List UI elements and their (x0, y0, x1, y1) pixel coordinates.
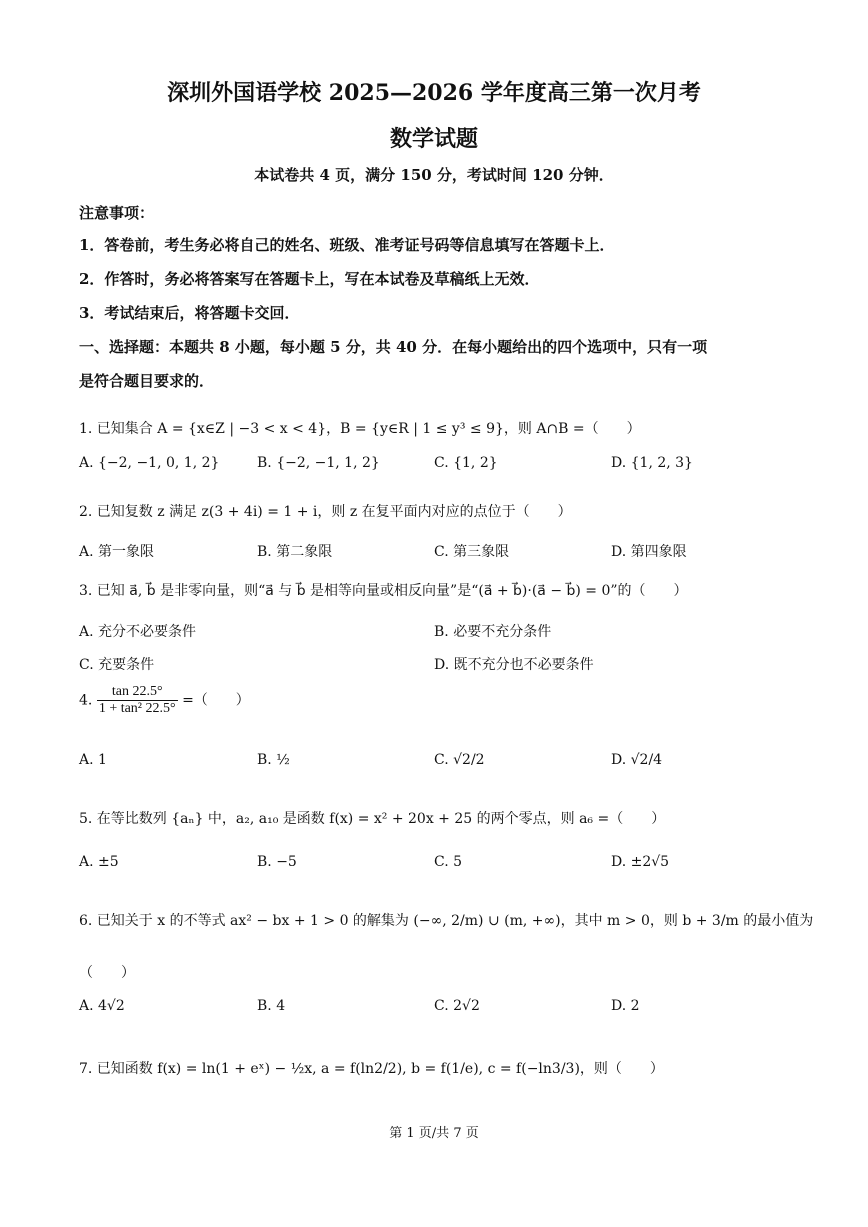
q1-option-c: C. {1, 2} (434, 455, 498, 471)
q1-option-d: D. {1, 2, 3} (611, 455, 693, 471)
q4-fraction (97, 684, 178, 717)
q6-option-b: B. 4 (257, 998, 286, 1014)
q4-option-d: D. √2/4 (611, 752, 663, 768)
section-heading: 一、选择题：本题共 8 小题，每小题 5 分，共 40 分．在每小题给出的四个选项中，只有一项 (79, 338, 708, 356)
question-6-stem-cont: （ ） (79, 965, 135, 981)
q3-option-d: D. 既不充分也不必要条件 (434, 657, 594, 673)
exam-subtitle: 数学试题 (389, 126, 478, 152)
q2-option-d: D. 第四象限 (611, 544, 687, 560)
section-heading-cont: 是符合题目要求的． (79, 372, 215, 390)
q2-option-a: A. 第一象限 (79, 544, 155, 560)
q4-fraction-denominator: 1 + tan² 22.5° (98, 701, 176, 717)
q3-option-a: A. 充分不必要条件 (79, 624, 197, 640)
q5-option-c: C. 5 (434, 854, 463, 870)
notes-item: 1．答卷前，考生务必将自己的姓名、班级、准考证号码等信息填写在答题卡上． (79, 236, 615, 254)
q1-option-a: A. {−2, −1, 0, 1, 2} (79, 455, 220, 471)
q5-option-d: D. ±2√5 (611, 854, 670, 870)
q4-number: 4. (79, 692, 93, 709)
notes-item: 3．考试结束后，将答题卡交回． (79, 304, 300, 322)
q6-option-c: C. 2√2 (434, 998, 480, 1014)
q4-option-c: C. √2/2 (434, 752, 485, 768)
q6-option-a: A. 4√2 (79, 998, 125, 1014)
exam-title: 深圳外国语学校 2025—2026 学年度高三第一次月考 (167, 80, 701, 106)
q3-option-c: C. 充要条件 (79, 657, 155, 673)
q5-option-b: B. −5 (257, 854, 297, 870)
notes-heading: 注意事项： (79, 204, 155, 222)
q4-suffix: =（ ） (182, 692, 250, 709)
q2-option-c: C. 第三象限 (434, 544, 510, 560)
q1-option-b: B. {−2, −1, 1, 2} (257, 455, 380, 471)
question-1-stem: 1. 已知集合 A = {x∈Z | −3 < x < 4}，B = {y∈R | 1 ≤ y³ ≤ 9}，则 A∩B =（ ） (79, 421, 641, 437)
q5-option-a: A. ±5 (79, 854, 119, 870)
notes-item: 2．作答时，务必将答案写在答题卡上，写在本试卷及草稿纸上无效． (79, 270, 540, 288)
question-6-stem: 6. 已知关于 x 的不等式 ax² − bx + 1 > 0 的解集为 (−∞, 2/m) ∪ (m, +∞)，其中 m > 0，则 b + 3/m 的最小值为 (79, 913, 814, 929)
question-7-stem: 7. 已知函数 f(x) = ln(1 + eˣ) − ½x, a = f(ln2/2), b = f(1/e), c = f(−ln3/3)，则（ ） (79, 1061, 664, 1077)
q3-option-b: B. 必要不充分条件 (434, 624, 552, 640)
page-footer: 第 1 页/共 7 页 (389, 1126, 479, 1141)
q2-option-b: B. 第二象限 (257, 544, 333, 560)
q4-fraction-numerator: tan 22.5° (97, 684, 178, 701)
question-2-stem: 2. 已知复数 z 满足 z(3 + 4i) = 1 + i，则 z 在复平面内对应的点位于（ ） (79, 504, 572, 520)
q4-option-a: A. 1 (79, 752, 107, 768)
q4-option-b: B. ½ (257, 752, 290, 768)
question-4-stem (79, 684, 250, 717)
question-5-stem: 5. 在等比数列 {aₙ} 中，a₂, a₁₀ 是函数 f(x) = x² + 20x + 25 的两个零点，则 a₆ =（ ） (79, 811, 666, 827)
exam-info: 本试卷共 4 页，满分 150 分，考试时间 120 分钟． (254, 166, 614, 184)
question-3-stem: 3. 已知 a⃗, b⃗ 是非零向量，则“a⃗ 与 b⃗ 是相等向量或相反向量”是“(a⃗ + b⃗)·(a⃗ − b⃗) = 0”的（ ） (79, 583, 688, 599)
q6-option-d: D. 2 (611, 998, 640, 1014)
